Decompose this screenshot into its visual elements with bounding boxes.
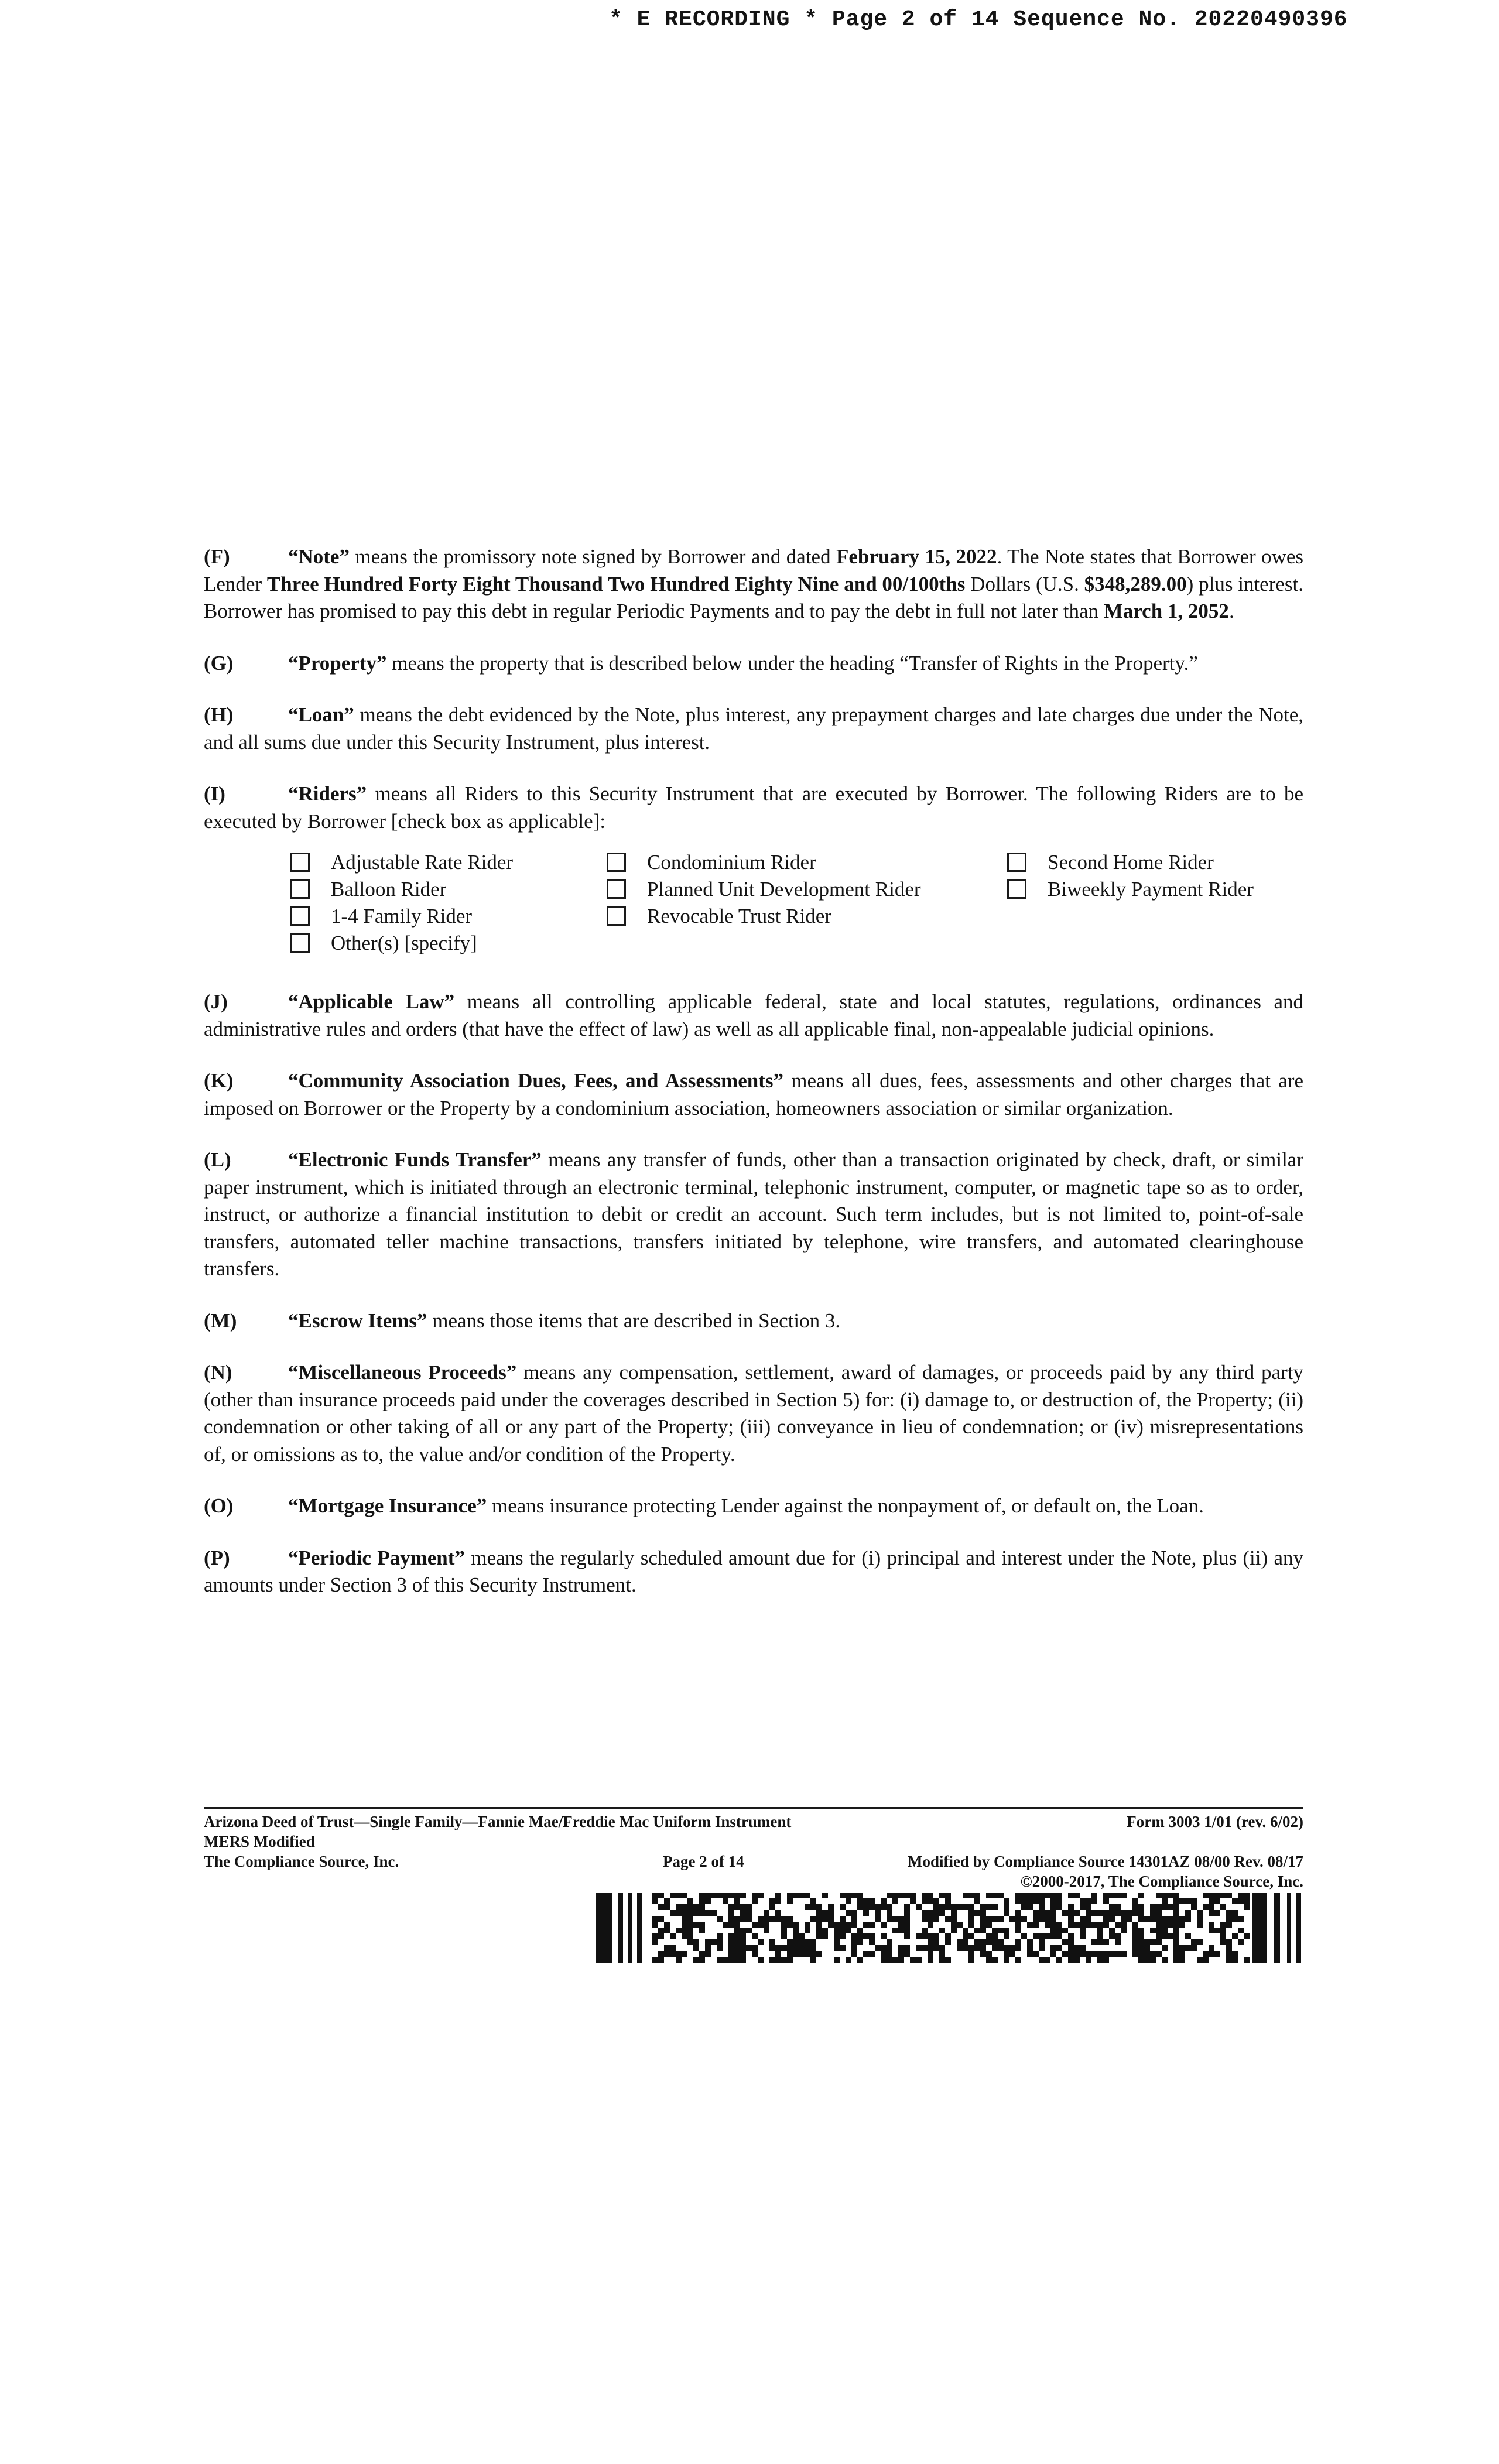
checkbox[interactable] bbox=[607, 879, 626, 899]
section-i: (I) “Riders” means all Riders to this Security Instrument that are executed by Borrower. The following Riders are to be executed by Borrower [check box as applicable]: bbox=[204, 781, 1303, 835]
form-number: Form 3003 1/01 (rev. 6/02) bbox=[1127, 1813, 1303, 1830]
section-k: (K) “Community Association Dues, Fees, and Assessments” means all dues, fees, assessments and other charges that are imposed on Borrower or the Property by a condominium association, homeowners association or similar organization. bbox=[204, 1067, 1303, 1122]
form-title: Arizona Deed of Trust—Single Family—Fannie Mae/Freddie Mac Uniform Instrument bbox=[204, 1813, 792, 1830]
defined-term: “Loan” bbox=[288, 703, 354, 726]
section-label: (N) bbox=[204, 1361, 232, 1384]
page-number: Page 2 of 14 bbox=[663, 1853, 744, 1870]
section-label: (P) bbox=[204, 1546, 230, 1569]
checkbox[interactable] bbox=[290, 879, 310, 899]
checkbox[interactable] bbox=[290, 853, 310, 872]
rider-adjustable-rate[interactable]: Adjustable Rate Rider bbox=[290, 849, 513, 876]
rider-planned-unit-development[interactable]: Planned Unit Development Rider bbox=[607, 876, 921, 903]
section-label: (J) bbox=[204, 990, 228, 1013]
defined-term: “Riders” bbox=[288, 782, 367, 805]
footer-rule bbox=[204, 1807, 1303, 1809]
section-label: (K) bbox=[204, 1069, 234, 1092]
defined-term: “Escrow Items” bbox=[288, 1309, 427, 1332]
company-name: The Compliance Source, Inc. bbox=[204, 1853, 399, 1870]
checkbox[interactable] bbox=[607, 906, 626, 926]
rider-condominium[interactable]: Condominium Rider bbox=[607, 849, 816, 876]
defined-term: “Note” bbox=[288, 545, 350, 568]
section-label: (H) bbox=[204, 703, 234, 726]
defined-term: “Periodic Payment” bbox=[288, 1546, 465, 1569]
section-label: (F) bbox=[204, 545, 230, 568]
defined-term: “Electronic Funds Transfer” bbox=[288, 1148, 542, 1171]
rider-checklist bbox=[204, 849, 1303, 964]
rider-1-4-family[interactable]: 1-4 Family Rider bbox=[290, 903, 472, 930]
loan-amount: $348,289.00 bbox=[1084, 572, 1187, 596]
defined-term: “Mortgage Insurance” bbox=[288, 1494, 487, 1517]
checkbox[interactable] bbox=[607, 853, 626, 872]
checkbox[interactable] bbox=[290, 906, 310, 926]
revision-note: Modified by Compliance Source 14301AZ 08/00 Rev. 08/17 bbox=[907, 1853, 1303, 1870]
section-h: (H) “Loan” means the debt evidenced by the Note, plus interest, any prepayment charges and late charges due under the Note, and all sums due under this Security Instrument, plus interest. bbox=[204, 701, 1303, 756]
section-label: (L) bbox=[204, 1148, 231, 1171]
defined-term: “Miscellaneous Proceeds” bbox=[288, 1361, 517, 1384]
section-o: (O) “Mortgage Insurance” means insurance protecting Lender against the nonpayment of, or default on, the Loan. bbox=[204, 1493, 1303, 1520]
amount-words: Three Hundred Forty Eight Thousand Two Hundred Eighty Nine and 00/100ths bbox=[266, 572, 966, 596]
section-m: (M) “Escrow Items” means those items that are described in Section 3. bbox=[204, 1308, 1303, 1335]
maturity-date: March 1, 2052 bbox=[1103, 600, 1229, 622]
rider-biweekly-payment[interactable]: Biweekly Payment Rider bbox=[1007, 876, 1254, 903]
checkbox[interactable] bbox=[1007, 879, 1026, 899]
section-label: (I) bbox=[204, 782, 225, 805]
rider-revocable-trust[interactable]: Revocable Trust Rider bbox=[607, 903, 831, 930]
recording-header: * E RECORDING * Page 2 of 14 Sequence No. 20220490396 bbox=[609, 7, 1348, 32]
rider-other[interactable]: Other(s) [specify] bbox=[290, 930, 477, 957]
defined-term: “Applicable Law” bbox=[288, 990, 455, 1013]
rider-second-home[interactable]: Second Home Rider bbox=[1007, 849, 1214, 876]
note-date: February 15, 2022 bbox=[836, 545, 997, 568]
document-barcode bbox=[596, 1893, 1302, 1963]
page-footer bbox=[204, 1807, 1303, 1890]
section-n: (N) “Miscellaneous Proceeds” means any compensation, settlement, award of damages, or proceeds paid by any third party (other than insurance proceeds paid under the coverages described in Section 5) for: (i) damage to, or destruction of, the Property; (ii) condemnation or other taking of all or any part of the Property; (iii) conveyance in lieu of condemnation; or (iv) misrepresentations of, or omissions as to, the value and/or condition of the Property. bbox=[204, 1359, 1303, 1468]
copyright: ©2000-2017, The Compliance Source, Inc. bbox=[1020, 1873, 1303, 1890]
section-label: (M) bbox=[204, 1309, 237, 1332]
defined-term: “Property” bbox=[288, 651, 387, 675]
section-label: (O) bbox=[204, 1494, 234, 1517]
checkbox[interactable] bbox=[1007, 853, 1026, 872]
defined-term: “Community Association Dues, Fees, and Assessments” bbox=[288, 1069, 784, 1092]
section-f: (F) “Note” means the promissory note signed by Borrower and dated February 15, 2022. The Note states that Borrower owes Lender Three Hundred Forty Eight Thousand Two Hundred Eighty Nine and 00/100ths Dollars (U.S. $348,289.00) plus interest. Borrower has promised to pay this debt in regular Periodic Payments and to pay the debt in full not later than March 1, 2052. bbox=[204, 543, 1303, 625]
document-body bbox=[204, 543, 1303, 1624]
rider-balloon[interactable]: Balloon Rider bbox=[290, 876, 446, 903]
section-g: (G) “Property” means the property that is described below under the heading “Transfer of Rights in the Property.” bbox=[204, 650, 1303, 677]
section-p: (P) “Periodic Payment” means the regularly scheduled amount due for (i) principal and interest under the Note, plus (ii) any amounts under Section 3 of this Security Instrument. bbox=[204, 1545, 1303, 1599]
checkbox[interactable] bbox=[290, 933, 310, 953]
mers-note: MERS Modified bbox=[204, 1833, 315, 1850]
section-l: (L) “Electronic Funds Transfer” means any transfer of funds, other than a transaction originated by check, draft, or similar paper instrument, which is initiated through an electronic terminal, telephonic instrument, computer, or magnetic tape so as to order, instruct, or authorize a financial institution to debit or credit an account. Such term includes, but is not limited to, point-of-sale transfers, automated teller machine transactions, transfers initiated by telephone, wire transfers, and automated clearinghouse transfers. bbox=[204, 1147, 1303, 1283]
section-label: (G) bbox=[204, 651, 234, 675]
section-j: (J) “Applicable Law” means all controlling applicable federal, state and local statutes, regulations, ordinances and administrative rules and orders (that have the effect of law) as well as all applicable final, non-appealable judicial opinions. bbox=[204, 988, 1303, 1043]
